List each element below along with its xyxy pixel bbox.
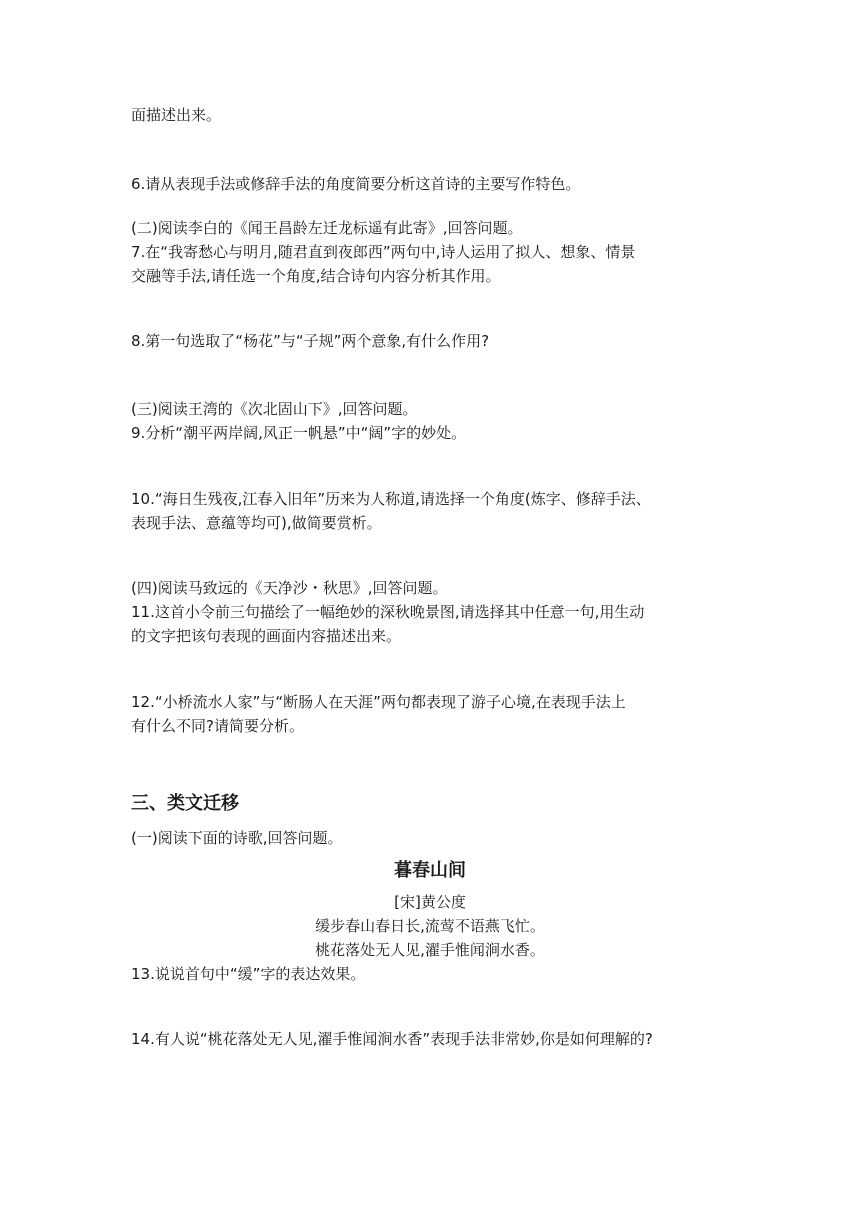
question-11-line-2: 的文字把该句表现的画面内容描述出来。 bbox=[131, 627, 402, 645]
question-12-line-2: 有什么不同?请简要分析。 bbox=[131, 717, 304, 735]
question-12-line-1: 12.“小桥流水人家”与“断肠人在天涯”两句都表现了游子心境,在表现手法上 bbox=[131, 693, 626, 711]
question-14: 14.有人说“桃花落处无人见,濯手惟闻涧水香”表现手法非常妙,你是如何理解的? bbox=[131, 1030, 653, 1048]
poem-line-1: 缓步春山春日长,流莺不语燕飞忙。 bbox=[315, 917, 545, 935]
section-3-intro: (三)阅读王湾的《次北固山下》,回答问题。 bbox=[131, 400, 418, 418]
question-5-tail: 面描述出来。 bbox=[131, 106, 222, 124]
question-8: 8.第一句选取了“杨花”与“子规”两个意象,有什么作用? bbox=[131, 332, 490, 350]
question-7-line-1: 7.在“我寄愁心与明月,随君直到夜郎西”两句中,诗人运用了拟人、想象、情景 bbox=[131, 243, 636, 261]
section-2-intro: (二)阅读李白的《闻王昌龄左迁龙标遥有此寄》,回答问题。 bbox=[131, 219, 523, 237]
question-10-line-1: 10.“海日生残夜,江春入旧年”历来为人称道,请选择一个角度(炼字、修辞手法、 bbox=[131, 490, 651, 508]
question-7-line-2: 交融等手法,请任选一个角度,结合诗句内容分析其作用。 bbox=[131, 267, 501, 285]
question-6: 6.请从表现手法或修辞手法的角度简要分析这首诗的主要写作特色。 bbox=[131, 175, 581, 193]
part-3-intro: (一)阅读下面的诗歌,回答问题。 bbox=[131, 829, 343, 847]
question-9: 9.分析“潮平两岸阔,风正一帆悬”中“阔”字的妙处。 bbox=[131, 424, 467, 442]
part-3-heading: 三、类文迁移 bbox=[131, 793, 239, 814]
poem-title: 暮春山间 bbox=[394, 860, 466, 881]
question-13: 13.说说首句中“缓”字的表达效果。 bbox=[131, 965, 366, 983]
section-4-intro: (四)阅读马致远的《天净沙・秋思》,回答问题。 bbox=[131, 579, 448, 597]
poem-line-2: 桃花落处无人见,濯手惟闻涧水香。 bbox=[315, 941, 545, 959]
question-10-line-2: 表现手法、意蕴等均可),做简要赏析。 bbox=[131, 514, 382, 532]
poem-author: [宋]黄公度 bbox=[394, 893, 466, 911]
question-11-line-1: 11.这首小令前三句描绘了一幅绝妙的深秋晚景图,请选择其中任意一句,用生动 bbox=[131, 603, 645, 621]
